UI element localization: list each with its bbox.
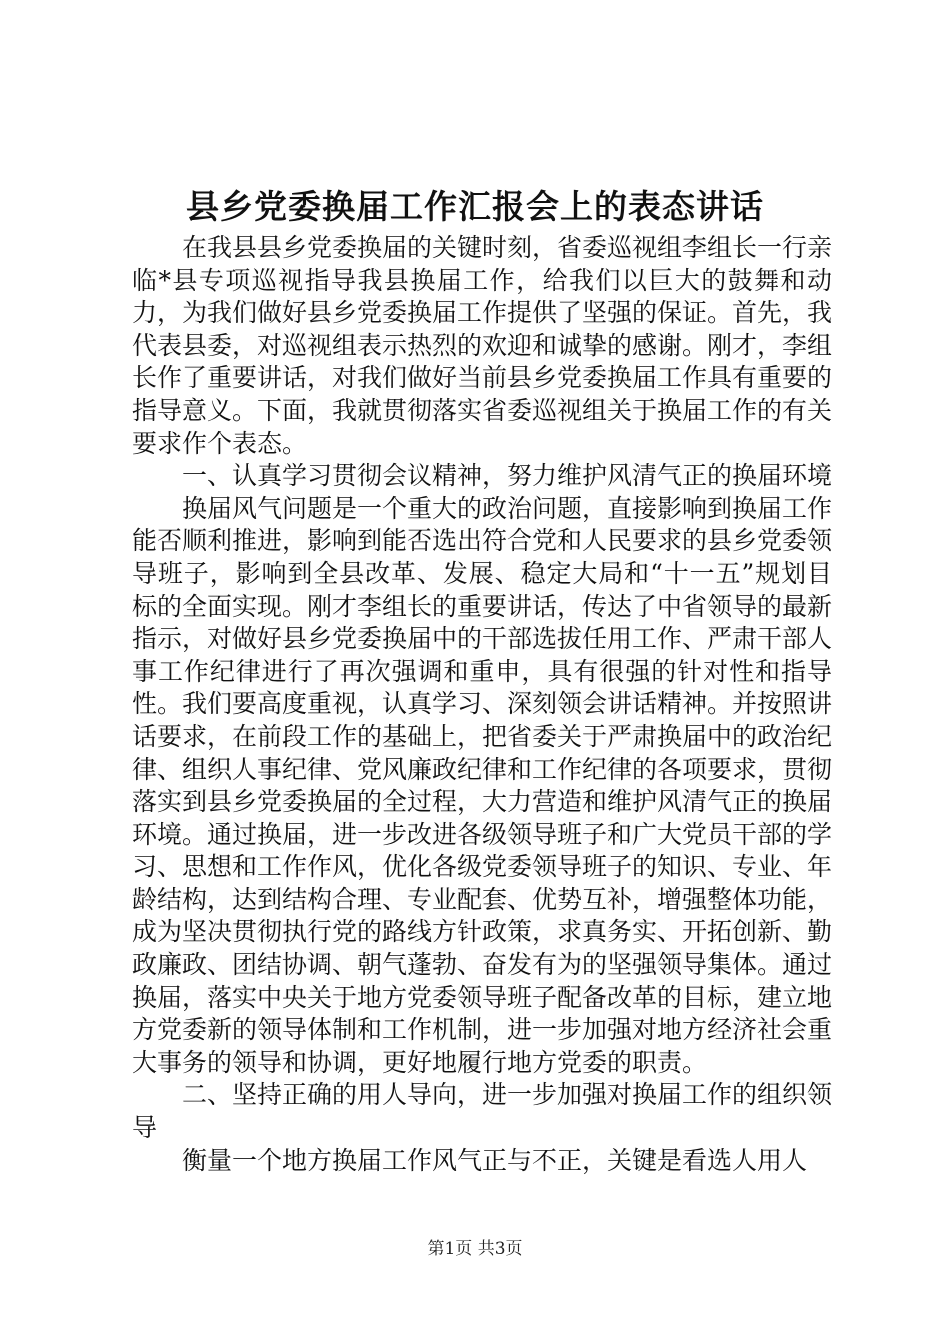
section-heading-2: 二、坚持正确的用人导向，进一步加强对换届工作的组织领导 (132, 1080, 833, 1143)
section-heading-1: 一、认真学习贯彻会议精神，努力维护风清气正的换届环境 (182, 461, 833, 491)
document-body (132, 232, 832, 1177)
body-paragraph-section-1: 换届风气问题是一个重大的政治问题，直接影响到换届工作能否顺利推进，影响到能否选出符合党和人民要求的县乡党委领导班子，影响到全县改革、发展、稳定大局和“十一五”规划目标的全面实现。刚才李组长的重要讲话，传达了中省领导的最新指示，对做好县乡党委换届中的干部选拔任用工作、严肃干部人事工作纪律进行了再次强调和重申，具有很强的针对性和指导性。我们要高度重视，认真学习、深刻领会讲话精神。并按照讲话要求，在前段工作的基础上，把省委关于严肃换届中的政治纪律、组织人事纪律、党风廉政纪律和工作纪律的各项要求，贯彻落实到县乡党委换届的全过程，大力营造和维护风清气正的换届环境。通过换届，进一步改进各级领导班子和广大党员干部的学习、思想和工作作风，优化各级党委领导班子的知识、专业、年龄结构，达到结构合理、专业配套、优势互补，增强整体功能，成为坚决贯彻执行党的路线方针政策，求真务实、开拓创新、勤政廉政、团结协调、朝气蓬勃、奋发有为的坚强领导集体。通过换届，落实中央关于地方党委领导班子配备改革的目标，建立地方党委新的领导体制和工作机制，进一步加强对地方经济社会重大事务的领导和协调，更好地履行地方党委的职责。 (132, 493, 833, 1077)
page-number-footer: 第1页 共3页 (427, 1239, 523, 1259)
document-title: 县乡党委换届工作汇报会上的表态讲话 (186, 187, 764, 226)
body-paragraph-intro: 在我县县乡党委换届的关键时刻，省委巡视组李组长一行亲临*县专项巡视指导我县换届工作，给我们以巨大的鼓舞和动力，为我们做好县乡党委换届工作提供了坚强的保证。首先，我代表县委，对巡视组表示热烈的欢迎和诚挚的感谢。刚才，李组长作了重要讲话，对我们做好当前县乡党委换届工作具有重要的指导意义。下面，我就贯彻落实省委巡视组关于换届工作的有关要求作个表态。 (132, 233, 833, 458)
body-paragraph-section-2: 衡量一个地方换届工作风气正与不正，关键是看选人用人 (182, 1145, 808, 1175)
